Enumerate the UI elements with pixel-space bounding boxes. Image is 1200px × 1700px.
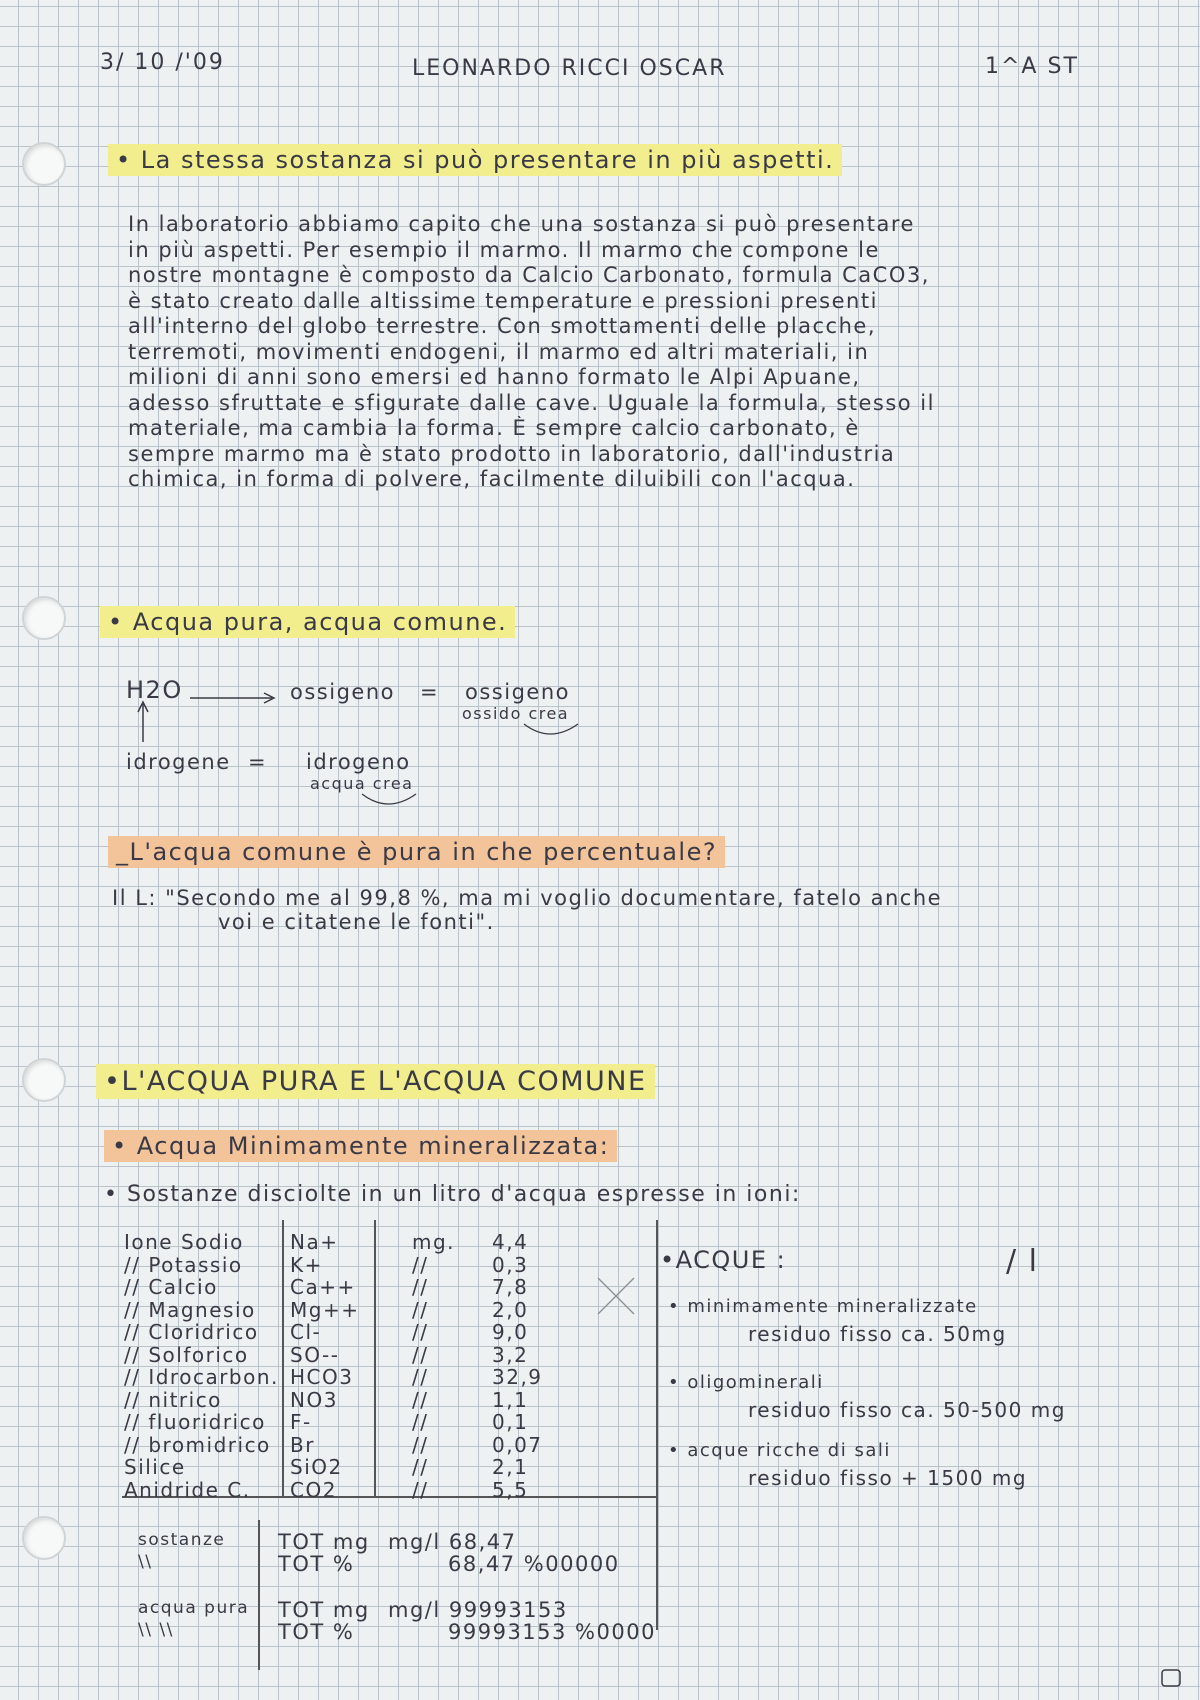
ion-value: 1,1 (492, 1387, 529, 1412)
section1-title (108, 144, 842, 176)
ditto-mark: // (412, 1477, 429, 1502)
ion-name: // Magnesio (124, 1297, 256, 1322)
corner-square-icon (1160, 1668, 1184, 1692)
acque-title (660, 1246, 786, 1274)
unit-label: mg. (412, 1230, 456, 1254)
ditto-mark: // (412, 1365, 429, 1389)
equals-sign-2: = (248, 750, 268, 774)
bullet-dot: • (116, 146, 141, 174)
ion-name: Silice (124, 1455, 186, 1479)
total-label: \\ \\ (138, 1620, 174, 1640)
acque-item-line1 (668, 1372, 824, 1393)
acque-item-line2: residuo fisso ca. 50-500 mg (748, 1398, 1066, 1422)
bullet-dot: • (668, 1296, 688, 1317)
bullet-dot: • (104, 1066, 122, 1097)
ion-value: 0,3 (492, 1252, 529, 1277)
section1-paragraph (128, 212, 1178, 493)
ion-name: Ione Sodio (124, 1230, 244, 1254)
acque-item-line2: residuo fisso + 1500 mg (748, 1466, 1028, 1490)
table-divider-2 (374, 1220, 376, 1496)
table-divider-3 (656, 1220, 658, 1630)
ion-value: 9,0 (492, 1320, 529, 1344)
binder-hole-3 (22, 1058, 66, 1102)
ossido-crea-note: ossido crea (462, 704, 570, 723)
total-kind: TOT % (278, 1620, 355, 1644)
ditto-mark: // (412, 1455, 429, 1479)
ion-symbol: HCO3 (290, 1365, 354, 1389)
equals-sign: = (420, 680, 440, 704)
section3-intro-text: Sostanze disciolte in un litro d'acqua espresse in ioni: (126, 1182, 801, 1207)
ion-symbol: NO3 (290, 1387, 338, 1412)
ion-symbol: CO2 (290, 1477, 337, 1502)
ion-symbol: Ca++ (290, 1275, 356, 1299)
acqua-crea-note: acqua crea (310, 774, 414, 793)
student-name: LEONARDO RICCI OSCAR (412, 56, 727, 81)
table-divider-1 (282, 1220, 284, 1496)
paragraph-line: milioni di anni sono emersi ed hanno formato le Alpi Apuane, (128, 365, 861, 389)
bullet-dot: • (108, 608, 133, 636)
idrogeno-right: idrogeno (306, 750, 411, 774)
ion-value: 7,8 (492, 1275, 529, 1299)
ditto-mark: // (412, 1387, 429, 1412)
ion-value: 2,1 (492, 1455, 529, 1479)
ion-value: 0,1 (492, 1410, 529, 1434)
acque-item-text: acque ricche di sali (687, 1440, 891, 1461)
curved-arrow-icon-2 (360, 790, 420, 812)
section2-title (100, 606, 515, 638)
question-line (108, 836, 725, 868)
cross-mark-icon (596, 1276, 636, 1316)
section3-title (96, 1064, 655, 1099)
section3-subtitle-text: Acqua Minimamente mineralizzata: (136, 1132, 610, 1160)
bullet-dot: • (112, 1132, 137, 1160)
ion-value: 5,5 (492, 1477, 529, 1502)
ditto-mark: // (412, 1275, 429, 1299)
ditto-mark: // (412, 1252, 429, 1277)
totals-divider (258, 1520, 260, 1670)
ion-symbol: Mg++ (290, 1297, 360, 1322)
total-label: \\ (138, 1552, 153, 1572)
total-value: 68,47 %00000 (448, 1552, 620, 1576)
class-label: 1^A ST (985, 54, 1079, 79)
section2-title-text: Acqua pura, acqua comune. (132, 608, 508, 636)
acque-item-text: minimamente mineralizzate (687, 1296, 978, 1317)
ion-symbol: K+ (290, 1252, 323, 1277)
acque-item-text: oligominerali (687, 1372, 824, 1393)
ion-symbol: Br (290, 1432, 315, 1457)
ion-value: 4,4 (492, 1230, 529, 1254)
total-kind: TOT mg (278, 1530, 370, 1554)
ion-symbol: Cl- (290, 1320, 322, 1344)
ion-symbol: SO-- (290, 1342, 340, 1367)
bullet-dot: • (668, 1440, 688, 1461)
ion-name: // fluoridrico (124, 1410, 266, 1434)
bullet-dot: • (660, 1246, 676, 1274)
section3-subtitle (104, 1130, 617, 1162)
arrow-right-icon (190, 692, 280, 704)
idrogene-label: idrogene (126, 750, 231, 774)
binder-hole-4 (22, 1516, 66, 1560)
binder-hole-1 (22, 142, 66, 186)
paragraph-line: materiale, ma cambia la forma. È sempre calcio carbonato, è (128, 416, 860, 440)
ion-value: 2,0 (492, 1297, 529, 1322)
ditto-mark: // (412, 1320, 429, 1344)
ion-value: 0,07 (492, 1432, 543, 1457)
answer-line-1: Il L: "Secondo me al 99,8 %, ma mi voglio documentare, fatelo anche (112, 886, 943, 910)
ion-name: // Cloridrico (124, 1320, 259, 1344)
arrow-up-icon (137, 700, 149, 744)
acque-item-line1 (668, 1296, 978, 1317)
ion-name: // nitrico (124, 1387, 222, 1412)
acque-title-text: ACQUE : (675, 1246, 787, 1274)
question-text: L'acqua comune è pura in che percentuale? (129, 838, 718, 866)
paragraph-line: in più aspetti. Per esempio il marmo. Il marmo che compone le (128, 237, 880, 262)
ditto-mark: // (412, 1410, 429, 1434)
bullet-dot: • (668, 1372, 688, 1393)
paragraph-line: all'interno del globo terrestre. Con smottamenti delle placche, (128, 314, 877, 338)
section3-title-text: L'ACQUA PURA E L'ACQUA COMUNE (121, 1066, 647, 1097)
date-label: 3/ 10 /'09 (100, 50, 225, 75)
bullet-dot: • (104, 1182, 127, 1207)
paragraph-line: adesso sfruttate e sfigurate dalle cave. Uguale la formula, stesso il (128, 390, 935, 415)
ion-value: 3,2 (492, 1342, 529, 1367)
ditto-mark: // (412, 1432, 429, 1457)
total-value: mg/l 99993153 (388, 1598, 568, 1622)
ossigeno-right: ossigeno (465, 680, 570, 704)
h2o-formula: H2O (126, 676, 183, 704)
ion-name: // Calcio (124, 1275, 218, 1299)
paragraph-line: In laboratorio abbiamo capito che una sostanza si può presentare (128, 212, 915, 236)
total-value: mg/l 68,47 (388, 1530, 517, 1554)
dash-mark: _ (116, 838, 130, 866)
section3-intro (104, 1182, 801, 1207)
acque-unit: / l (1006, 1244, 1039, 1279)
total-value: 99993153 %0000 (448, 1620, 656, 1644)
ion-name: // Idrocarbon. (124, 1365, 279, 1389)
ion-name: // Potassio (124, 1252, 243, 1277)
total-label: sostanze (138, 1530, 226, 1550)
curved-arrow-icon (522, 720, 582, 742)
paragraph-line: sempre marmo ma è stato prodotto in laboratorio, dall'industria (128, 441, 896, 466)
paragraph-line: chimica, in forma di polvere, facilmente diluibili con l'acqua. (128, 467, 856, 491)
ion-name: Anidride C. (124, 1477, 251, 1502)
ditto-mark: // (412, 1342, 429, 1367)
ossigeno-left: ossigeno (290, 680, 395, 704)
total-kind: TOT % (278, 1552, 355, 1576)
section1-title-text: La stessa sostanza si può presentare in più aspetti. (140, 146, 835, 174)
ion-name: // Solforico (124, 1342, 249, 1367)
ion-value: 32,9 (492, 1365, 543, 1389)
paragraph-line: nostre montagne è composto da Calcio Carbonato, formula CaCO3, (128, 263, 930, 287)
ditto-mark: // (412, 1297, 429, 1322)
acque-item-line1 (668, 1440, 891, 1461)
ion-symbol: Na+ (290, 1230, 339, 1254)
paragraph-line: terremoti, movimenti endogeni, il marmo ed altri materiali, in (128, 339, 870, 364)
ion-name: // bromidrico (124, 1432, 271, 1457)
paragraph-line: è stato creato dalle altissime temperature e pressioni presenti (128, 288, 878, 313)
binder-hole-2 (22, 596, 66, 640)
ion-symbol: SiO2 (290, 1455, 343, 1479)
total-kind: TOT mg (278, 1598, 370, 1622)
answer-line-2: voi e citatene le fonti". (218, 910, 495, 934)
ion-symbol: F- (290, 1410, 312, 1434)
acque-item-line2: residuo fisso ca. 50mg (748, 1322, 1007, 1346)
total-label: acqua pura (138, 1598, 250, 1618)
